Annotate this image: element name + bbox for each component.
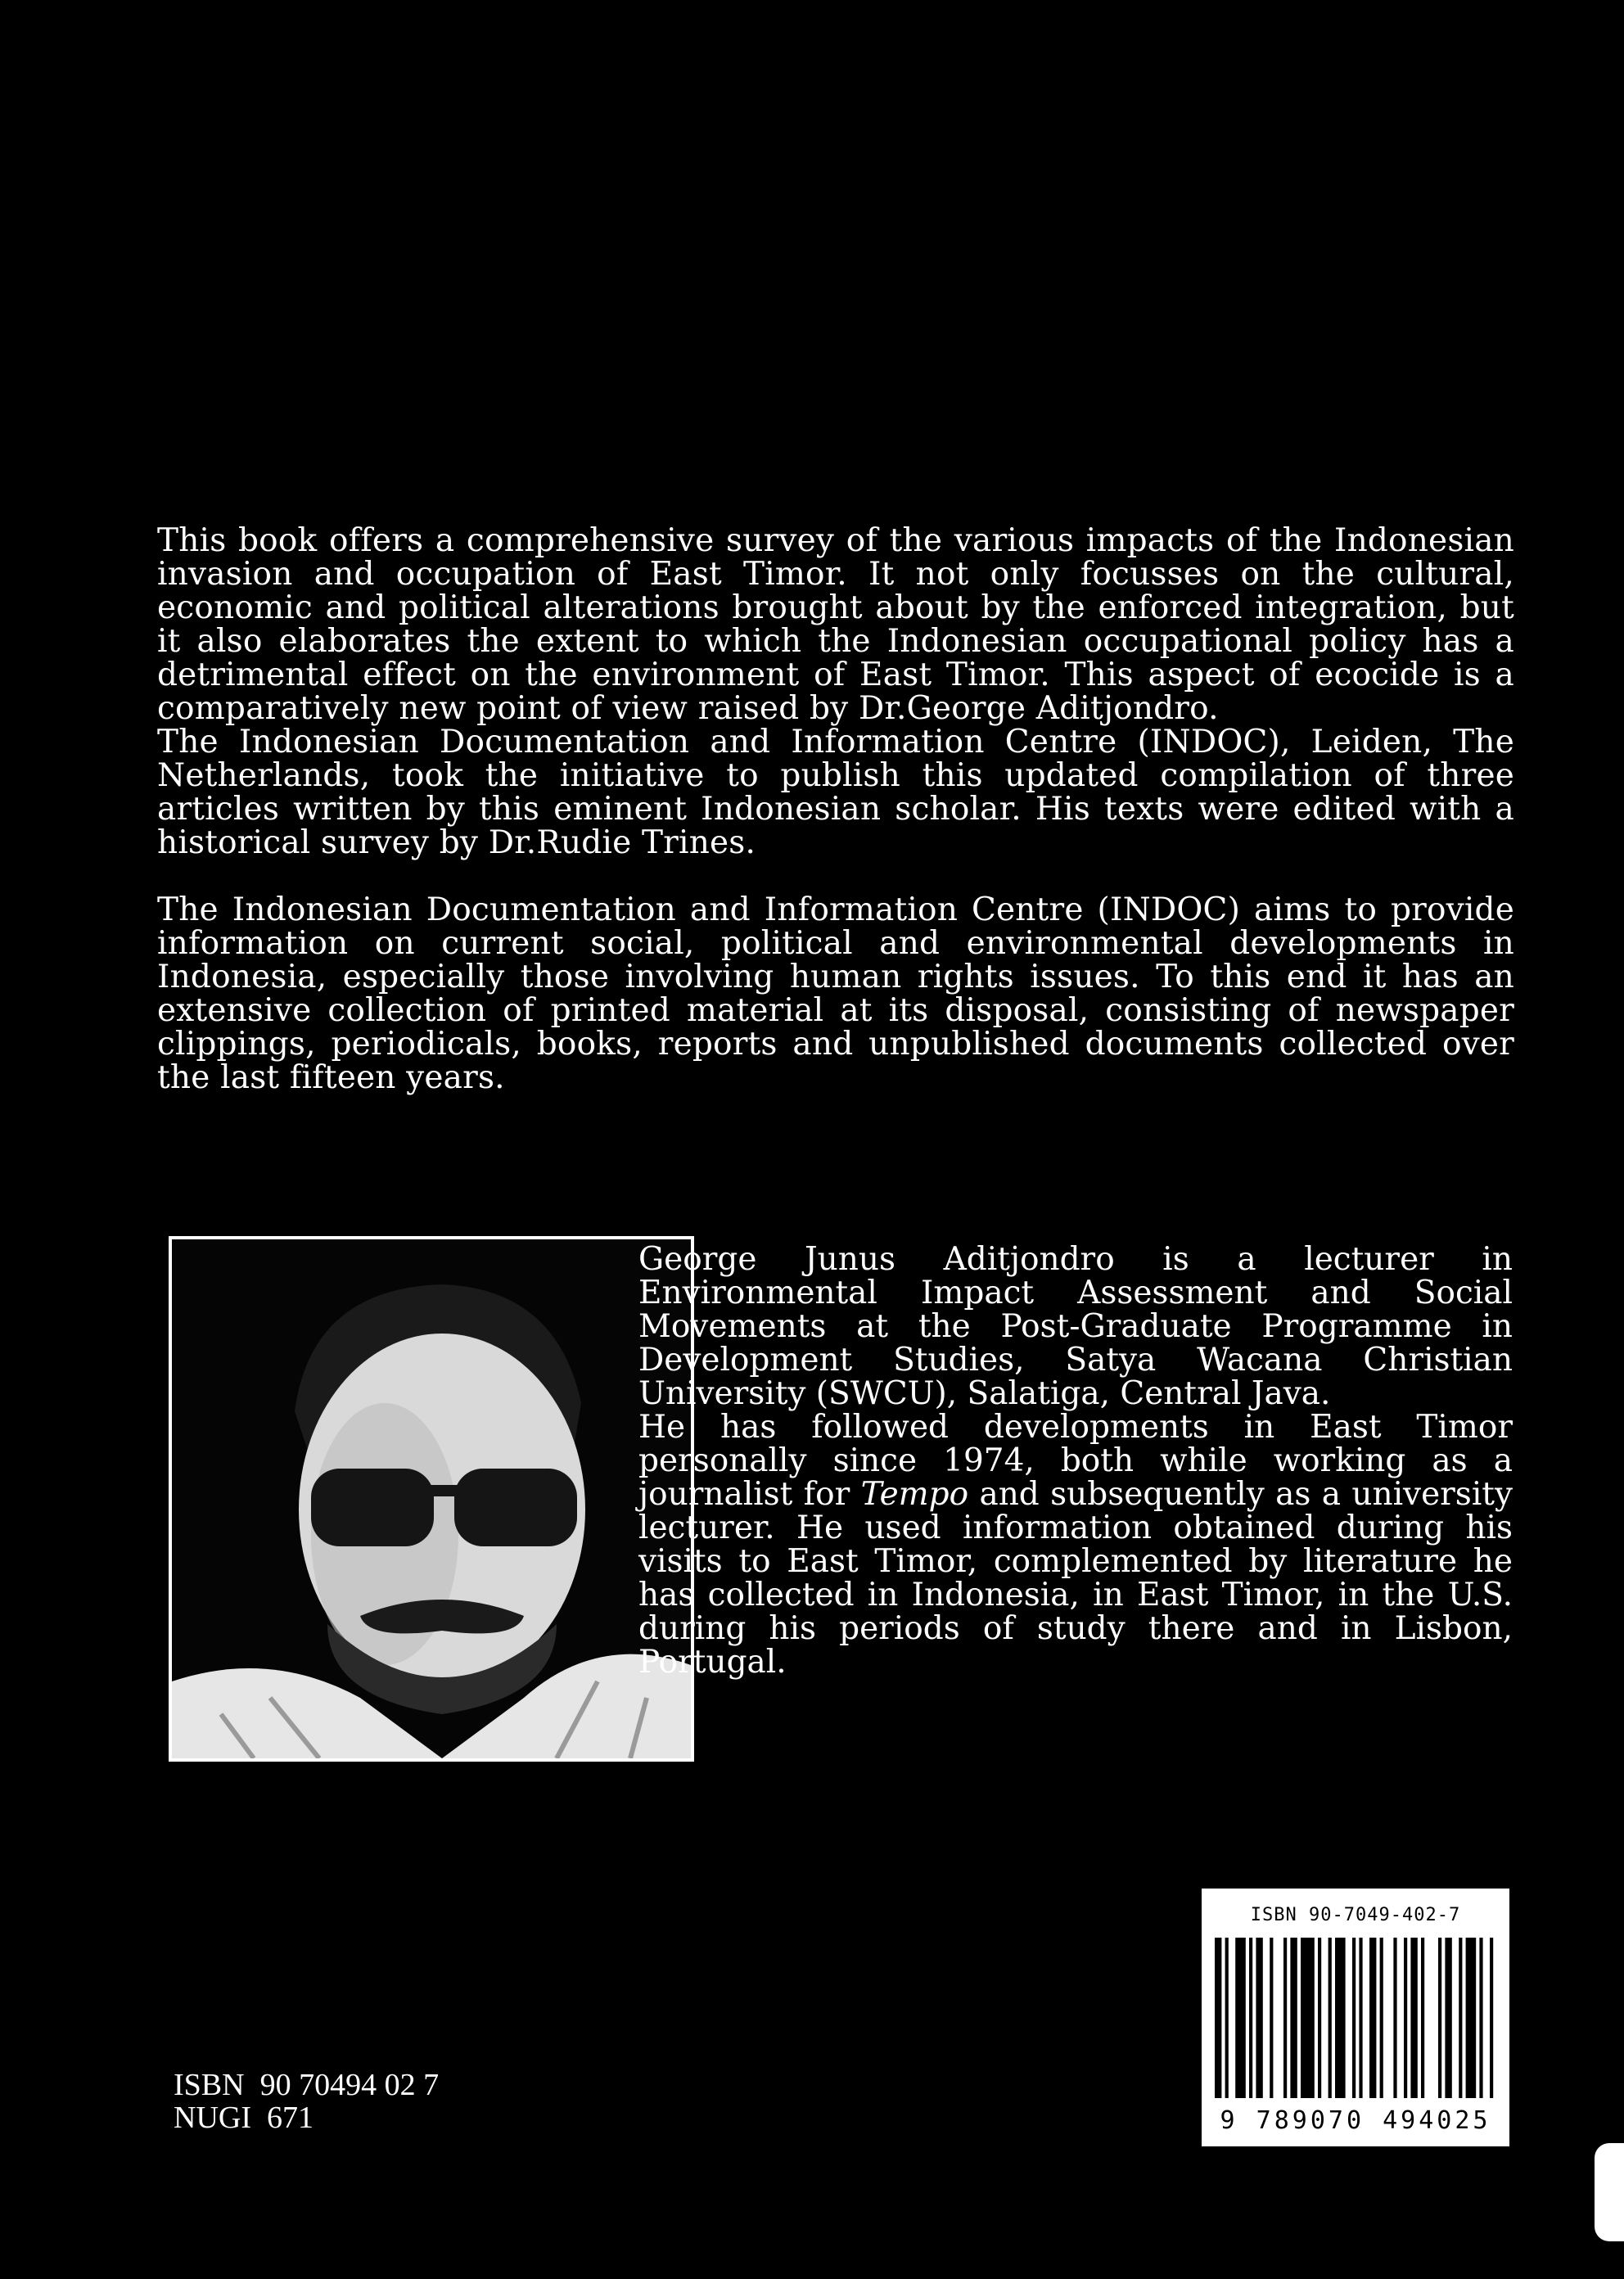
- blurb-paragraph-3: The Indonesian Documentation and Information Centre (INDOC) aims to provide information on current social, political and environmental developments in Indonesia, especially those involving human rights issues. To this end it has an extensive collection of printed material at its disposal, consisting of newspaper clippings, periodicals, books, reports and unpublished documents collected over the last fifteen years.: [157, 891, 1514, 1096]
- barcode-bar: [1479, 1938, 1482, 2098]
- blurb-paragraph-1: This book offers a comprehensive survey of the various impacts of the Indonesian invasion and occupation of East Timor. It not only focusses on the cultural, economic and political alterations brought about by the enforced integration, but it also elaborates the extent to which the Indonesian occupational policy has a detrimental effect on the environment of East Timor. This aspect of ecocide is a comparatively new point of view raised by Dr.George Aditjondro.: [157, 522, 1514, 727]
- barcode-bar: [1393, 1938, 1396, 2098]
- barcode-bar: [1329, 1938, 1332, 2098]
- bio-paragraph-2-start: He has followed developments in East Timor personally since 1974, both while working as a journalist for: [638, 1409, 1513, 1513]
- barcode-bar: [1270, 1938, 1273, 2098]
- barcode-bars: [1211, 1938, 1500, 2098]
- barcode-bar: [1249, 1938, 1252, 2098]
- barcode-digits: 9 789070 494025: [1220, 2106, 1491, 2135]
- barcode-bar: [1421, 1938, 1424, 2098]
- barcode-bar: [1256, 1938, 1262, 2098]
- barcode-bar: [1318, 1938, 1321, 2098]
- barcode-box: [1202, 1889, 1509, 2146]
- author-portrait-graphic: [172, 1239, 691, 1758]
- barcode-bar: [1445, 1938, 1451, 2098]
- barcode-bar: [1352, 1938, 1356, 2098]
- barcode-bar: [1369, 1938, 1376, 2098]
- barcode-bar: [1404, 1938, 1407, 2098]
- barcode-bar: [1283, 1938, 1287, 2098]
- isbn-nugi-codes: [174, 2069, 439, 2134]
- tempo-italic: Tempo: [860, 1476, 969, 1513]
- bio-paragraph-2: [638, 1410, 1513, 1679]
- barcode-bar: [1290, 1938, 1297, 2098]
- barcode-bar: [1215, 1938, 1221, 2098]
- barcode-bar: [1225, 1938, 1229, 2098]
- back-cover-blurb: [157, 524, 1514, 1094]
- barcode-bar: [1466, 1938, 1477, 2098]
- barcode-bar: [1359, 1938, 1362, 2098]
- barcode-bar: [1380, 1938, 1383, 2098]
- barcode-bar: [1335, 1938, 1346, 2098]
- bio-paragraph-1: George Junus Aditjondro is a lecturer in Environmental Impact Assessment and Social Movements at the Post-Graduate Programme in Development Studies, Satya Wacana Christian University (SWCU), Salatiga, Central Java.: [638, 1241, 1513, 1412]
- price-sticker-edge: [1595, 2143, 1624, 2241]
- barcode-isbn-label: ISBN 90-7049-402-7: [1250, 1905, 1461, 1925]
- nugi-line: NUGI 671: [174, 2101, 314, 2135]
- barcode-bar: [1490, 1938, 1493, 2098]
- author-bio: [638, 1243, 1513, 1679]
- barcode-bar: [1410, 1938, 1417, 2098]
- author-photo: [169, 1236, 694, 1762]
- barcode-bar: [1438, 1938, 1441, 2098]
- barcode-bar: [1301, 1938, 1315, 2098]
- bio-paragraph-2-end: and subsequently as a university lecturer. He used information obtained during his visits to East Timor, complemented by literature he has collected in Indonesia, in East Timor, in the U.S. during his periods of study there and in Lisbon, Portugal.: [638, 1476, 1513, 1681]
- barcode-bar: [1459, 1938, 1462, 2098]
- blurb-paragraph-2: The Indonesian Documentation and Information Centre (INDOC), Leiden, The Netherlands, took the initiative to publish this updated compilation of three articles written by this eminent Indonesian scholar. His texts were edited with a historical survey by Dr.Rudie Trines.: [157, 724, 1514, 861]
- isbn-line: ISBN 90 70494 02 7: [174, 2068, 440, 2102]
- barcode-bar: [1235, 1938, 1246, 2098]
